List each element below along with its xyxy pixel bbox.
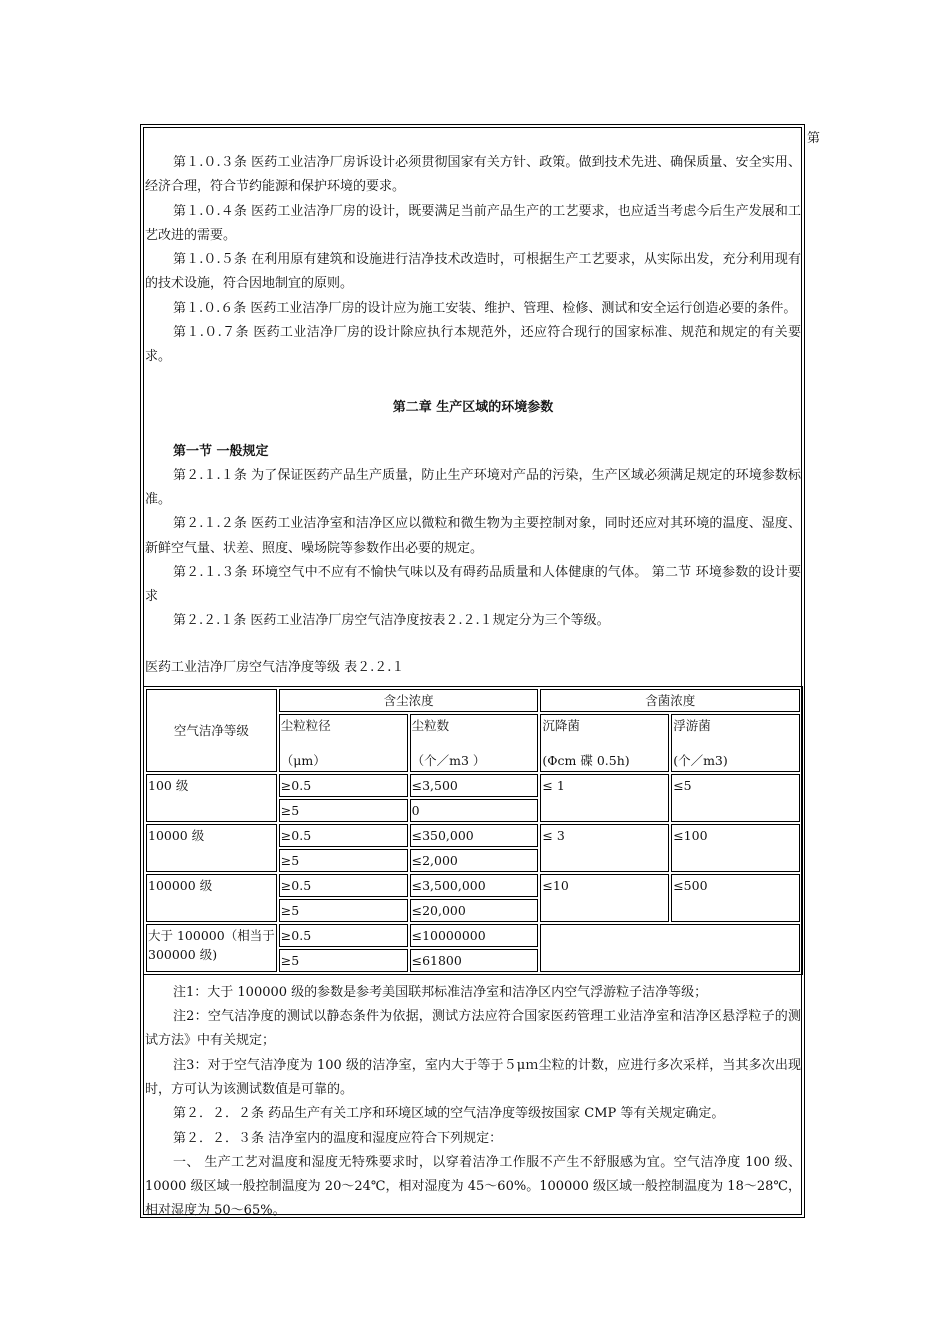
header-particle-count — [410, 714, 539, 772]
header-settle-unit: (Φcm 碟 0.5h) — [542, 752, 630, 768]
clause-1-0-5: 第１.０.５条 在利用原有建筑和设施进行洁净技术改造时，可根据生产工艺要求，从实际出发，充分利用现有的技术设施，符合因地制宜的原则。 — [145, 252, 801, 292]
clause-2-2-3-item-1: 一、 生产工艺对温度和湿度无特殊要求时，以穿着洁净工作服不产生不舒服感为宜。空气洁净度 100 级、10000 级区域一般控制温度为 20～24℃，相对湿度为 45～60%。100000 级区域一般控制温度为 18～28℃，相对湿度为 50～65%。 — [145, 1154, 801, 1219]
header-particle-size — [279, 714, 408, 772]
header-dust: 含尘浓度 — [279, 689, 539, 712]
settle-cell: ≤10 — [540, 874, 669, 922]
clause-1-0-7: 第１.０.７条 医药工业洁净厂房的设计除应执行本规范外，还应符合现行的国家标准、规范和规定的有关要求。 — [145, 325, 801, 365]
clause-1-0-3: 第１.０.３条 医药工业洁净厂房诉设计必须贯彻国家有关方针、政策。做到技术先进、确保质量、安全实用、经济合理，符合节约能源和保护环境的要求。 — [145, 155, 801, 195]
table-row — [146, 874, 800, 897]
particle-cell: ≥0.5 — [279, 924, 408, 947]
clause-2-1-3: 第２.１.３条 环境空气中不应有不愉快气味以及有碍药品质量和人体健康的气体。 第二节 环境参数的设计要求 — [145, 564, 801, 605]
settle-cell: ≤ 3 — [540, 824, 669, 872]
float-cell: ≤100 — [671, 824, 800, 872]
particle-cell: ≥0.5 — [279, 874, 408, 897]
clause-2-2-1: 第２.２.１条 医药工业洁净厂房空气洁净度按表２.２.１规定分为三个等级。 — [173, 613, 610, 629]
clause-2-2-2: 第２．２．２条 药品生产有关工序和环境区域的空气洁净度等级按国家 CMP 等有关规定确定。 — [173, 1106, 725, 1122]
count-cell: ≤10000000 — [410, 924, 539, 947]
cleanliness-grade-table — [143, 686, 803, 975]
clause-1-0-6: 第１.０.６条 医药工业洁净厂房的设计应为施工安装、维护、管理、检修、测试和安全运行创造必要的条件。 — [173, 300, 797, 316]
header-float-unit: (个／m3) — [673, 752, 728, 768]
note-1: 注1：大于 100000 级的参数是参考美国联邦标准洁净室和洁净区内空气浮游粒子洁净等级； — [173, 984, 708, 1000]
table-header-row — [146, 689, 800, 712]
grade-cell: 100 级 — [146, 774, 277, 822]
count-cell: ≤61800 — [410, 949, 539, 972]
settle-cell: ≤ 1 — [540, 774, 669, 822]
clause-1-0-4: 第１.０.４条 医药工业洁净厂房的设计，既要满足当前产品生产的工艺要求，也应适当考虑今后生产发展和工艺改进的需要。 — [145, 203, 801, 243]
particle-cell: ≥5 — [279, 949, 408, 972]
header-count-label: 尘粒数 — [411, 717, 450, 733]
header-settle-label: 沉降菌 — [542, 717, 580, 733]
particle-cell: ≥5 — [279, 899, 408, 922]
chapter-title: 第二章 生产区域的环境参数 — [392, 399, 554, 415]
note-3: 注3：对于空气洁净度为 100 级的洁净室，室内大于等于５μｍ尘粒的计数，应进行多次采样，当其多次出现时，方可认为该测试数值是可靠的。 — [145, 1057, 801, 1097]
grade-cell: 10000 级 — [146, 824, 277, 872]
header-floating-bacteria — [671, 714, 800, 772]
count-cell: ≤3,500 — [410, 774, 539, 797]
header-float-label: 浮游菌 — [673, 717, 711, 733]
clause-2-1-2: 第２.１.２条 医药工业洁净室和洁净区应以微粒和微生物为主要控制对象，同时还应对其环境的温度、湿度、新鲜空气量、状差、照度、噪场院等参数作出必要的规定。 — [145, 516, 801, 556]
grade-cell: 大于 100000（相当于 300000 级) — [146, 924, 277, 972]
page-side-mark: 第 — [807, 131, 821, 146]
empty-bacteria-cell — [540, 924, 800, 972]
section-title: 第一节 一般规定 — [173, 443, 269, 459]
note-2: 注2：空气洁净度的测试以静态条件为依据，测试方法应符合国家医药管理工业洁净室和洁净区悬浮粒子的测试方法》中有关规定； — [145, 1009, 801, 1049]
particle-cell: ≥0.5 — [279, 774, 408, 797]
particle-cell: ≥5 — [279, 799, 408, 822]
count-cell: 0 — [410, 799, 539, 822]
header-count-unit: （个／m3 ） — [411, 752, 486, 768]
table-row — [146, 924, 800, 947]
particle-cell: ≥5 — [279, 849, 408, 872]
count-cell: ≤20,000 — [410, 899, 539, 922]
header-bacteria: 含菌浓度 — [540, 689, 800, 712]
clause-2-1-1: 第２.１.１条 为了保证医药产品生产质量，防止生产环境对产品的污染，生产区域必须满足规定的环境参数标准。 — [145, 467, 801, 507]
document-frame — [140, 124, 805, 1218]
table-caption: 医药工业洁净厂房空气洁净度等级 表２.２.１ — [145, 659, 405, 675]
table-row — [146, 824, 800, 847]
header-grade: 空气洁净等级 — [146, 689, 277, 772]
grade-cell: 100000 级 — [146, 874, 277, 922]
document-content — [145, 151, 801, 1224]
count-cell: ≤2,000 — [410, 849, 539, 872]
float-cell: ≤500 — [671, 874, 800, 922]
float-cell: ≤5 — [671, 774, 800, 822]
clause-2-2-3: 第２．２．３条 洁净室内的温度和湿度应符合下列规定： — [173, 1130, 503, 1146]
table-row — [146, 774, 800, 797]
count-cell: ≤3,500,000 — [410, 874, 539, 897]
header-particle-label: 尘粒粒径 — [280, 717, 331, 733]
count-cell: ≤350,000 — [410, 824, 539, 847]
particle-cell: ≥0.5 — [279, 824, 408, 847]
header-particle-unit: （μm） — [280, 752, 326, 768]
header-settling-bacteria — [540, 714, 669, 772]
